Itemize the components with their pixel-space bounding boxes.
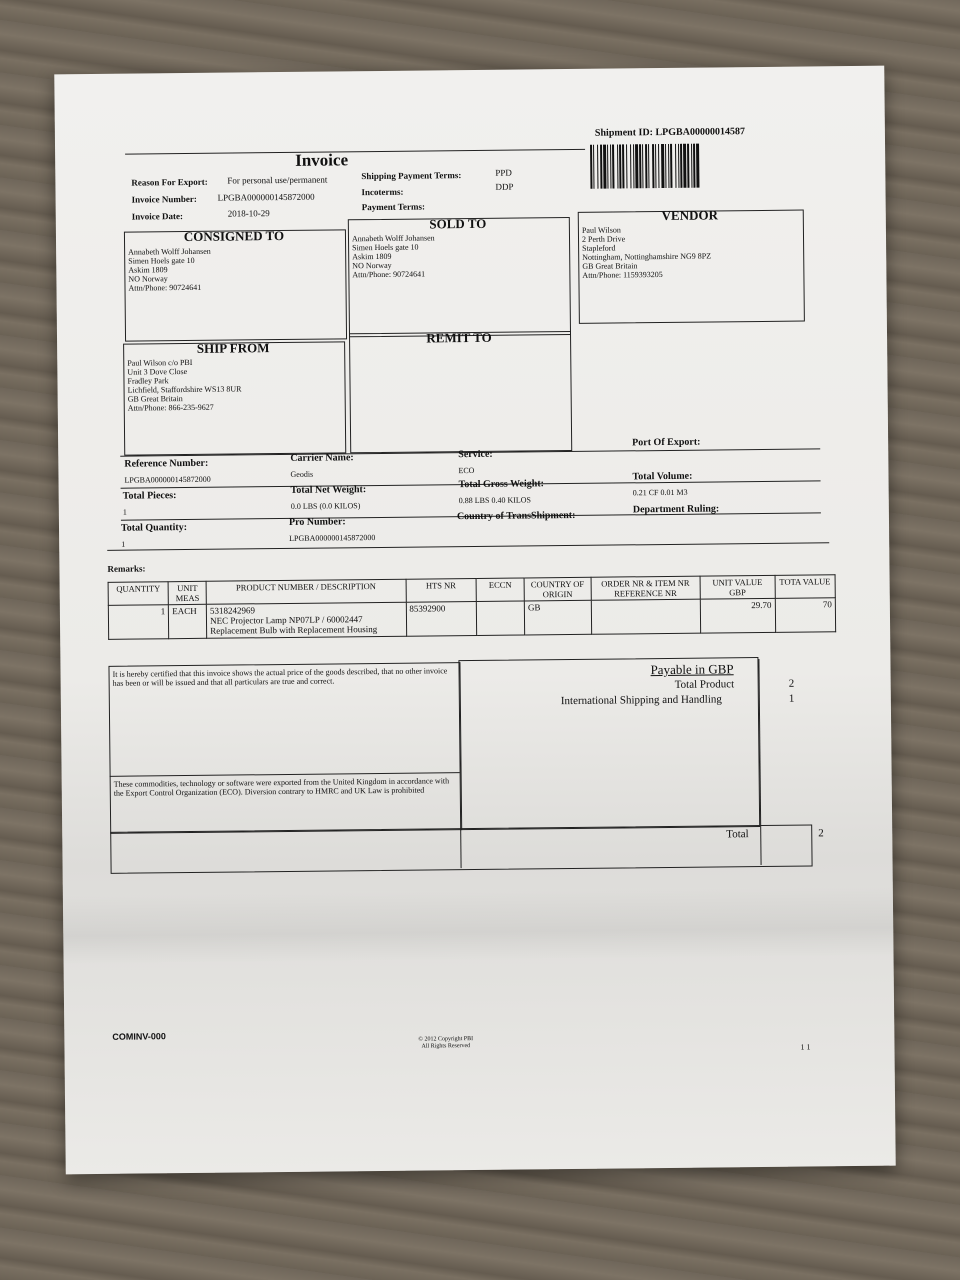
gross-weight-value: 0.88 LBS 0.40 KILOS — [458, 495, 532, 506]
col-description: PRODUCT NUMBER / DESCRIPTION — [206, 579, 406, 604]
col-eccn: ECCN — [476, 578, 524, 602]
department-ruling-label: Department Ruling: — [632, 503, 720, 516]
row-origin: GB — [524, 600, 591, 635]
row-eccn — [476, 601, 524, 636]
certification-box — [108, 662, 462, 834]
barcode-icon — [590, 143, 780, 189]
shipping-terms-label: Shipping Payment Terms: — [361, 170, 462, 182]
export-control-text: These commodities, technology or software were exported from the United Kingdom in accordance with the Export Control Organization (ECO). Diversion contrary to HMRC and UK Law is prohibited — [113, 776, 450, 798]
carrier-value: Geodis — [290, 469, 314, 479]
payment-terms-label: Payment Terms: — [361, 201, 425, 213]
pro-number-label: Pro Number: — [288, 516, 346, 528]
total-value: 2 — [818, 827, 824, 840]
invoice-date-label: Invoice Date: — [131, 211, 184, 222]
total-quantity-label: Total Quantity: — [120, 522, 188, 534]
net-weight-value: 0.0 LBS (0.0 KILOS) — [290, 501, 361, 511]
service-label: Service: — [458, 448, 493, 461]
remit-to-heading: REMIT TO — [426, 329, 492, 346]
gross-weight-label: Total Gross Weight: — [458, 478, 545, 491]
vendor-heading: VENDOR — [661, 207, 719, 224]
details-rule-3 — [107, 539, 829, 551]
reason-value: For personal use/permanent — [227, 174, 328, 186]
sold-to-heading: SOLD TO — [429, 215, 487, 232]
remit-to-box — [349, 331, 572, 453]
paper-fold-shadow — [63, 886, 894, 965]
service-value: ECO — [458, 465, 475, 476]
page-number: 1 1 — [800, 1042, 811, 1052]
invoice-number-label: Invoice Number: — [131, 193, 197, 205]
invoice-date-value: 2018-10-29 — [227, 208, 270, 219]
invoice-paper — [54, 66, 895, 1175]
shipping-handling-value: 1 — [788, 692, 795, 705]
pro-number-value: LPGBA000000145872000 — [289, 533, 376, 543]
col-order: ORDER NR & ITEM NR REFERENCE NR — [591, 576, 701, 600]
row-unit-value: 29.70 — [700, 598, 775, 633]
total-label: Total — [726, 828, 749, 841]
total-pieces-label: Total Pieces: — [122, 490, 177, 502]
total-volume-value: 0.21 CF 0.01 M3 — [632, 487, 688, 498]
consigned-to-heading: CONSIGNED TO — [183, 227, 285, 245]
copyright: © 2012 Copyright PBI All Rights Reserved — [418, 1036, 474, 1050]
row-hts: 85392900 — [406, 601, 477, 636]
shipping-handling-label: International Shipping and Handling — [560, 693, 722, 708]
payable-title: Payable in GBP — [650, 661, 734, 678]
net-weight-label: Total Net Weight: — [290, 484, 367, 496]
ship-from-heading: SHIP FROM — [196, 340, 270, 356]
col-unit-meas: UNIT MEAS — [168, 581, 206, 604]
items-table — [108, 574, 837, 640]
shipment-id: Shipment ID: LPGBA00000014587 — [594, 126, 745, 139]
row-description: 5318242969 NEC Projector Lamp NP07LP / 60002447 Replacement Bulb with Replacement Housing — [206, 602, 406, 638]
invoice-number-value: LPGBA000000145872000 — [217, 191, 315, 203]
row-unit: EACH — [169, 604, 207, 638]
reference-label: Reference Number: — [124, 457, 209, 470]
row-order — [591, 599, 701, 634]
shipping-terms-value: PPD — [495, 167, 512, 178]
incoterms-label: Incoterms: — [361, 186, 404, 198]
port-of-export-label: Port Of Export: — [632, 436, 701, 449]
form-code: COMINV-000 — [112, 1031, 166, 1042]
transshipment-label: Country of TransShipment: — [456, 509, 576, 523]
header-top-rule — [125, 149, 585, 155]
row-quantity: 1 — [108, 605, 169, 640]
invoice-title: Invoice — [295, 150, 349, 170]
remarks-label: Remarks: — [107, 563, 146, 574]
total-quantity-value: 1 — [121, 539, 126, 549]
sold-to-address: Annabeth Wolff Johansen Simen Hoels gate 10 Askim 1809 NO Norway Attn/Phone: 90724641 — [351, 233, 435, 280]
col-origin: COUNTRY OF ORIGIN — [524, 577, 591, 601]
incoterms-value: DDP — [495, 181, 514, 192]
col-total-value: TOTA VALUE — [775, 575, 836, 599]
col-unit-value: UNIT VALUE GBP — [700, 575, 775, 599]
total-pieces-value: 1 — [122, 507, 127, 517]
carrier-label: Carrier Name: — [290, 452, 354, 464]
reason-label: Reason For Export: — [131, 176, 208, 188]
col-hts: HTS NR — [406, 578, 477, 602]
certification-text: It is hereby certified that this invoice shows the actual price of the goods described, that no other invoice has been or will be issued and that all particulars are true and correct. — [112, 666, 448, 688]
consigned-to-address: Annabeth Wolff Johansen Simen Hoels gate 10 Askim 1809 NO Norway Attn/Phone: 90724641 — [128, 246, 211, 293]
ship-from-address: Paul Wilson c/o PBI Unit 3 Dove Close Fradley Park Lichfield, Staffordshire WS13 8UR GB Great Britain Attn/Phone: 866-235-9627 — [127, 357, 242, 413]
total-product-label: Total Product — [674, 678, 735, 691]
col-quantity: QUANTITY — [108, 582, 169, 606]
vendor-address: Paul Wilson 2 Perth Drive Stapleford Nottingham, Nottinghamshire NG9 8PZ GB Great Britain Attn/Phone: 1159393205 — [581, 225, 712, 280]
row-total-value: 70 — [775, 598, 836, 633]
reference-value: LPGBA000000145872000 — [124, 474, 211, 485]
total-product-value: 2 — [788, 677, 795, 690]
total-volume-label: Total Volume: — [632, 470, 693, 483]
table-row — [108, 598, 835, 640]
